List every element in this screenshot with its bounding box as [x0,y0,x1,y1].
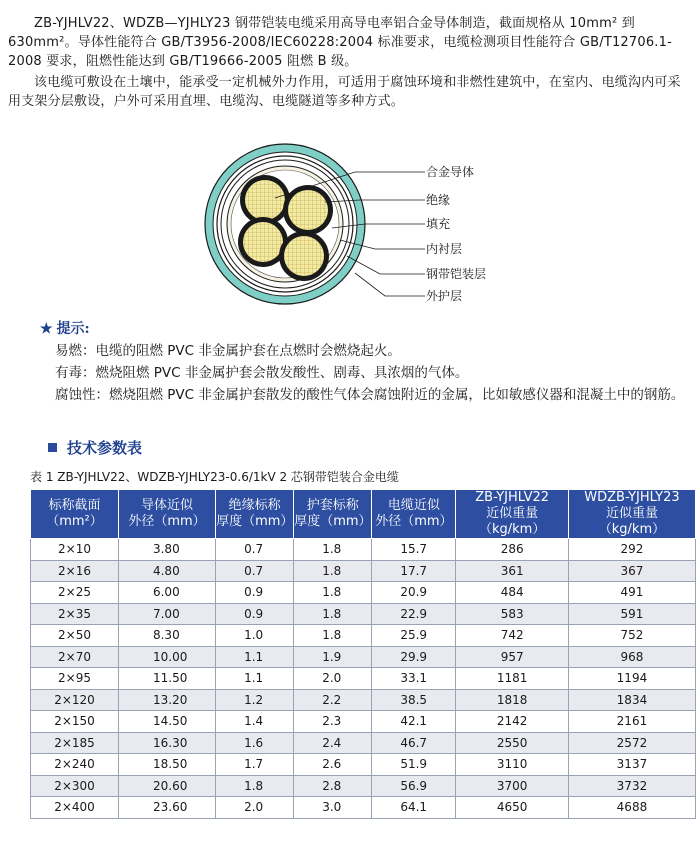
table-cell: 2161 [568,711,695,733]
table-cell: 56.9 [372,775,456,797]
intro-paragraph-2: 该电缆可敷设在土壤中，能承受一定机械外力作用，可适用于腐蚀环境和非燃性建筑中，在室内、电缆沟内可采用支架分层敷设，户外可采用直埋、电缆沟、电缆隧道等多种方式。 [8,75,681,109]
table-cell: 1.6 [216,732,294,754]
table-row [31,711,696,733]
table-row [31,797,696,819]
table-cell: 968 [568,646,695,668]
table-cell: 16.30 [118,732,215,754]
table-cell: 8.30 [118,625,215,647]
table-cell: 2×120 [31,689,119,711]
table-cell: 20.9 [372,582,456,604]
table-cell: 1.8 [294,539,372,561]
table-cell: 20.60 [118,775,215,797]
intro-paragraph-1: ZB-YJHLV22、WDZB—YJHLY23 钢带铠装电缆采用高导电率铝合金导体制造，截面规格从 10mm² 到 630mm²。导体性能符合 GB/T3956-2008/IEC60228:2004 标准要求，电缆检测项目性能符合 GB/T12706.1-2008 要求，阻燃性能达到 GB/T19666-2005 阻燃 B 级。 [8,16,673,69]
table-cell: 6.00 [118,582,215,604]
note-text: 燃烧阻燃 PVC 非金属护套会散发酸性、剧毒、具浓烟的气体。 [95,365,469,381]
table-cell: 1.4 [216,711,294,733]
table-cell: 51.9 [372,754,456,776]
table-cell: 46.7 [372,732,456,754]
notes-title-text: 提示: [56,321,90,337]
table-header-row [31,490,696,539]
table-cell: 4.80 [118,560,215,582]
note-item-corrosive [40,384,690,406]
note-term: 有毒： [55,365,96,381]
table-cell: 0.9 [216,582,294,604]
table-cell: 1.8 [294,582,372,604]
table-cell: 10.00 [118,646,215,668]
table-cell: 3732 [568,775,695,797]
table-cell: 15.7 [372,539,456,561]
table-cell: 2×185 [31,732,119,754]
table-cell: 3137 [568,754,695,776]
table-cell: 3.80 [118,539,215,561]
note-term: 腐蚀性： [55,387,109,403]
table-cell: 0.7 [216,560,294,582]
table-cell: 1.8 [294,560,372,582]
table-cell: 2572 [568,732,695,754]
label-alloy-conductor: 合金导体 [426,165,475,179]
cable-cross-section-svg [200,128,530,318]
table-row [31,625,696,647]
table-cell: 2×25 [31,582,119,604]
table-cell: 1.9 [294,646,372,668]
table-cell: 583 [456,603,569,625]
table-row [31,689,696,711]
note-text: 电缆的阻燃 PVC 非金属护套在点燃时会燃烧起火。 [95,343,401,359]
table-cell: 286 [456,539,569,561]
table-cell: 18.50 [118,754,215,776]
table-cell: 1.2 [216,689,294,711]
table-row [31,754,696,776]
star-icon: ★ [40,321,53,337]
table-cell: 1.1 [216,646,294,668]
table-body [31,539,696,819]
table-cell: 2.0 [216,797,294,819]
table-cell: 591 [568,603,695,625]
table-cell: 752 [568,625,695,647]
table-cell: 1.8 [294,603,372,625]
table-row [31,603,696,625]
table-cell: 17.7 [372,560,456,582]
notes-title [40,318,690,340]
table-cell: 4650 [456,797,569,819]
table-row [31,668,696,690]
section-title: 技术参数表 [67,439,143,457]
table-cell: 3.0 [294,797,372,819]
header-cable-diameter: 电缆近似 外径（mm） [372,490,456,539]
table-cell: 2×70 [31,646,119,668]
table-cell: 33.1 [372,668,456,690]
table-cell: 2550 [456,732,569,754]
table-cell: 1194 [568,668,695,690]
header-zb-weight: ZB-YJHLV22 近似重量 （kg/km） [456,490,569,539]
leader-armor [347,256,425,274]
table-cell: 742 [456,625,569,647]
table-cell: 1834 [568,689,695,711]
table-cell: 1.1 [216,668,294,690]
section-heading [48,437,142,458]
table-cell: 22.9 [372,603,456,625]
note-item-flammable [40,340,690,362]
table-cell: 4688 [568,797,695,819]
table-cell: 29.9 [372,646,456,668]
table-cell: 2×240 [31,754,119,776]
table-cell: 491 [568,582,695,604]
table-cell: 2×10 [31,539,119,561]
table-cell: 3110 [456,754,569,776]
table-cell: 1181 [456,668,569,690]
table-cell: 292 [568,539,695,561]
table-cell: 2×150 [31,711,119,733]
table-cell: 2×16 [31,560,119,582]
safety-notes [40,318,690,406]
header-cross-section: 标称截面 （mm²） [31,490,119,539]
header-conductor-diameter: 导体近似 外径（mm） [118,490,215,539]
table-cell: 2×35 [31,603,119,625]
table-cell: 1818 [456,689,569,711]
note-text: 燃烧阻燃 PVC 非金属护套散发的酸性气体会腐蚀附近的金属，比如敏感仪器和混凝土中的钢筋。 [109,387,685,403]
table-cell: 957 [456,646,569,668]
label-filler: 填充 [426,217,451,231]
square-bullet-icon [48,443,57,452]
intro-text [8,14,692,111]
table-cell: 23.60 [118,797,215,819]
header-sheath-thickness: 护套标称 厚度（mm） [294,490,372,539]
table-cell: 2.2 [294,689,372,711]
note-term: 易燃： [55,343,96,359]
table-cell: 14.50 [118,711,215,733]
header-wdzb-weight: WDZB-YJHLY23 近似重量 （kg/km） [568,490,695,539]
label-steel-armor: 钢带铠装层 [426,267,487,281]
table-cell: 2.6 [294,754,372,776]
table-cell: 42.1 [372,711,456,733]
table-cell: 1.0 [216,625,294,647]
table-cell: 3700 [456,775,569,797]
table-cell: 2×300 [31,775,119,797]
table-cell: 2.8 [294,775,372,797]
label-insulation: 绝缘 [426,193,451,207]
table-cell: 1.8 [216,775,294,797]
table-cell: 64.1 [372,797,456,819]
table-cell: 2.4 [294,732,372,754]
table-cell: 0.9 [216,603,294,625]
table-cell: 38.5 [372,689,456,711]
label-outer-sheath: 外护层 [426,289,463,303]
table-row [31,646,696,668]
table-cell: 11.50 [118,668,215,690]
table-cell: 0.7 [216,539,294,561]
table-cell: 361 [456,560,569,582]
table-cell: 7.00 [118,603,215,625]
table-row [31,775,696,797]
table-cell: 2.3 [294,711,372,733]
spec-table [30,489,696,819]
table-cell: 1.8 [294,625,372,647]
table-caption: 表 1 ZB-YJHLV22、WDZB-YJHLY23-0.6/1kV 2 芯钢带铠装合金电缆 [30,470,399,484]
note-item-toxic [40,362,690,384]
label-inner-lining: 内衬层 [426,242,463,256]
table-cell: 2142 [456,711,569,733]
table-cell: 367 [568,560,695,582]
table-cell: 484 [456,582,569,604]
table-row [31,560,696,582]
table-cell: 25.9 [372,625,456,647]
cable-cross-section-diagram [200,128,530,318]
table-row [31,732,696,754]
table-row [31,539,696,561]
table-cell: 2.0 [294,668,372,690]
leader-outer-sheath [355,273,425,296]
table-cell: 2×95 [31,668,119,690]
table-cell: 13.20 [118,689,215,711]
header-insulation-thickness: 绝缘标称 厚度（mm） [216,490,294,539]
table-cell: 1.7 [216,754,294,776]
table-row [31,582,696,604]
table-cell: 2×400 [31,797,119,819]
table-cell: 2×50 [31,625,119,647]
